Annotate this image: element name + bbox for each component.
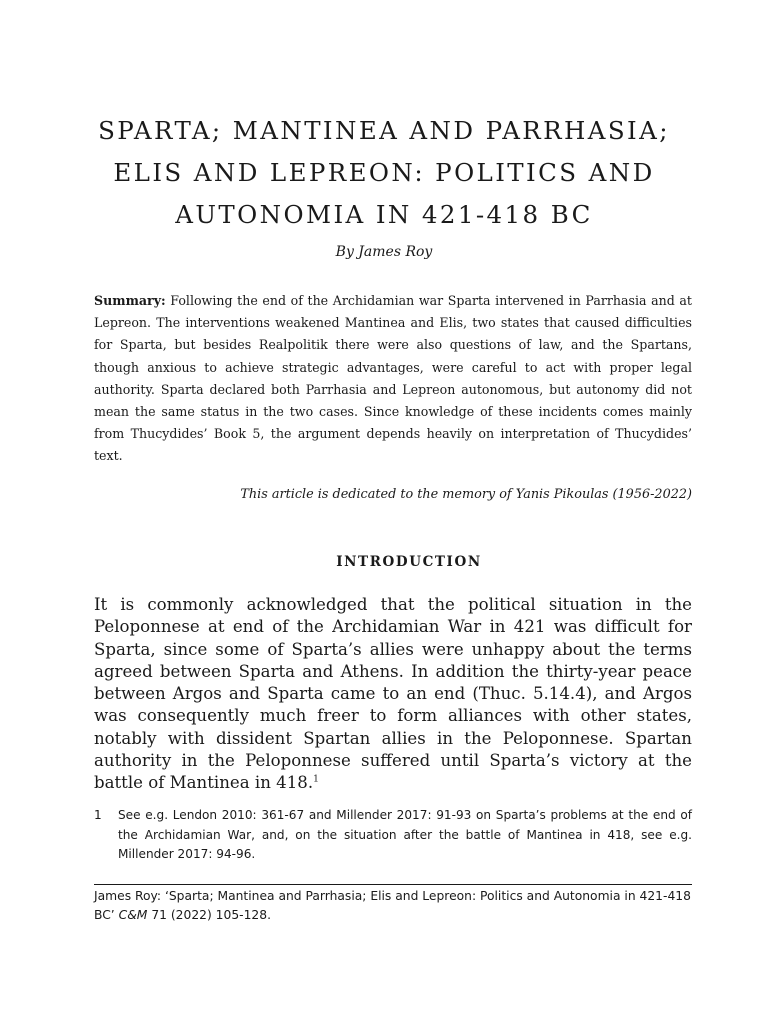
summary-label: Summary: (94, 293, 166, 308)
citation-divider (94, 884, 692, 885)
body-text: It is commonly acknowledged that the political situation in the Peloponnese at end of the Archidamian War in 421 was difficult for Sparta, since some of Sparta’s allies were unhappy about the terms agreed between Sparta and Athens. In addition the thirty-year peace between Argos and Sparta came to an end (Thuc. 5.14.4), and Argos was consequently much freer to form alliances with other states, notably with dissident Spartan allies in the Peloponnese. Spartan authority in the Peloponnese suffered until Sparta’s victory at the battle of Mantinea in 418. (94, 595, 692, 793)
dedication: This article is dedicated to the memory of Yanis Pikoulas (1956-2022) (240, 487, 692, 502)
footnote-number: 1 (94, 808, 102, 822)
footnote (94, 806, 692, 865)
footnote-text: See e.g. Lendon 2010: 361-67 and Millender 2017: 91-93 on Sparta’s problems at the end of the Archidamian War, and, on the situation after the battle of Mantinea in 418, see e.g. Millender 2017: 94-96. (118, 808, 692, 861)
section-heading: INTRODUCTION (336, 554, 482, 570)
body-paragraph (94, 594, 692, 795)
citation (94, 887, 692, 925)
author-byline: By James Roy (335, 244, 433, 260)
summary-paragraph (94, 290, 692, 468)
summary-text: Following the end of the Archidamian war Sparta intervened in Parrhasia and at Lepreon. The interventions weakened Mantinea and Elis, two states that caused difficulties for Sparta, but besides Realpolitik there were also questions of law, and the Spartans, though anxious to achieve strategic advantages, were careful to act with proper legal authority. Sparta declared both Parrhasia and Lepreon autonomous, but autonomy did not mean the same status in the two cases. Since knowledge of these incidents comes mainly from Thucydides’ Book 5, the argument depends heavily on interpretation of Thucydides’ text. (94, 293, 692, 464)
citation-volume: 71 (2022) 105-128. (147, 908, 271, 922)
article-title: SPARTA; MANTINEA AND PARRHASIA; ELIS AND LEPREON: POLITICS AND AUTONOMIA IN 421-418 BC (98, 116, 670, 229)
journal-abbreviation: C&M (118, 908, 148, 922)
footnote-reference[interactable]: 1 (313, 774, 319, 785)
citation-text: James Roy: ‘Sparta; Mantinea and Parrhasia; Elis and Lepreon: Politics and Autonomia in 421-418 BC’ (94, 889, 691, 922)
